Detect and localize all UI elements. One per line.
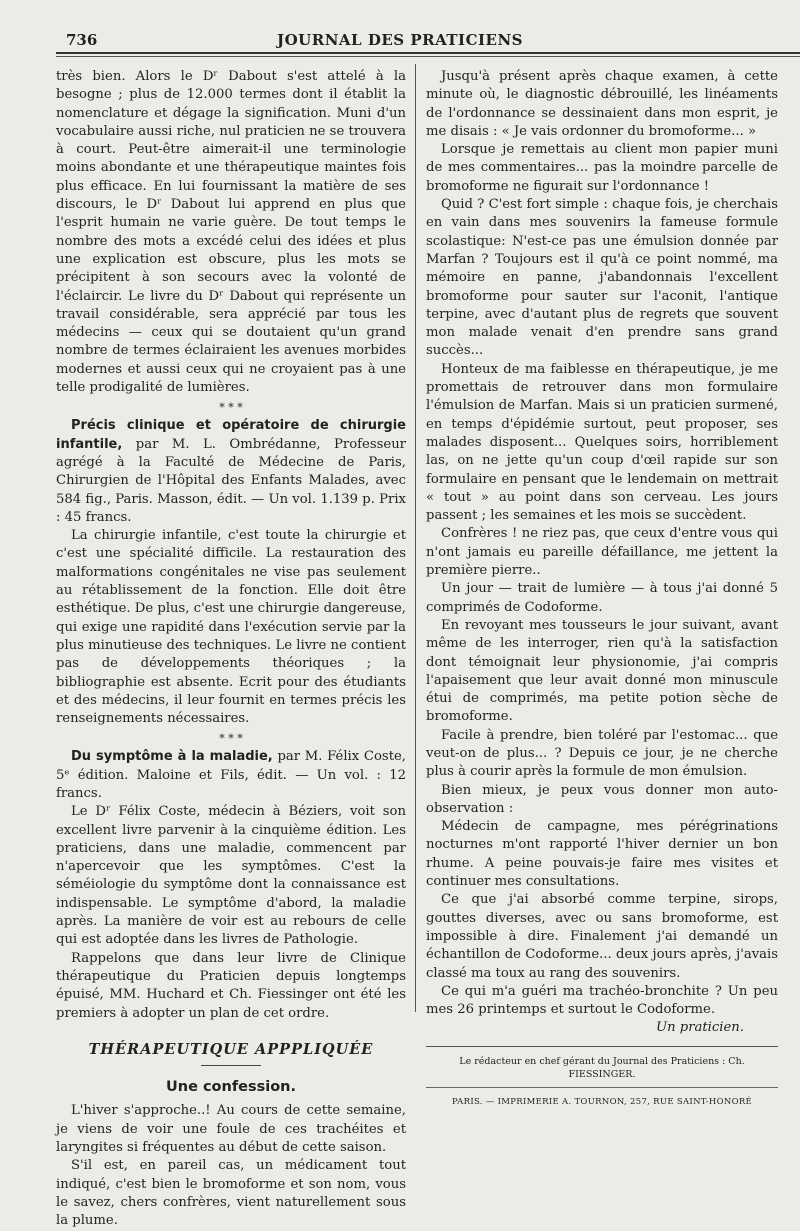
page-header xyxy=(0,26,800,52)
paragraph: S'il est, en pareil cas, un médicament tout indiqué, c'est bien le bromoforme et son nom, vous le savez, chers confrères, vient naturellement sous la plume. xyxy=(56,1158,406,1229)
book-review-heading xyxy=(56,417,406,527)
paragraph: La chirurgie infantile, c'est toute la chirurgie et c'est une spécialité difficile. La restauration des malformations congénitales ne vise pas seulement au rétablissement de la fonction. Elle doit être esthétique. De plus, c'est une chirurgie dangereuse, qui exige une rapidité dans l'exécution servie par la plus minutieuse des techniques. Le livre ne contient pas de développements théoriques ; la bibliographie est absente. Ecrit pour des étudiants et des médecins, il leur fournit en termes précis les renseignements nécessaires. xyxy=(56,528,407,727)
paragraph: Quid ? C'est fort simple : chaque fois, je cherchais en vain dans mes souvenirs la fameuse formule scolastique: N'est-ce pas une émulsion donnée par Marfan ? Toujours est il qu'à ce point nommé, ma mémoire en panne, j'abandonnais l'excellent bromoforme pour sauter sur l'aconit, l'antique terpine, avec d'autant plus de regrets que souvent mon malade venait d'en prendre sans grand succès... xyxy=(426,197,778,359)
book-review-heading xyxy=(56,748,406,803)
header-rule-thin xyxy=(56,56,800,57)
paragraph: très bien. Alors le Dʳ Dabout s'est attelé à la besogne ; plus de 12.000 termes dont il établit la nomenclature et dégage la signification. Muni d'un vocabulaire aussi riche, nul praticien ne se trouvera à court. Peut-être aimerait-il une terminologie moins abondante et une thérapeutique maintes fois plus efficace. En lui fournissant la matière de ses discours, le Dʳ Dabout lui apprend en plus que l'esprit humain ne varie guère. De tout temps le nombre des mots a excédé celui des idées et plus une explication est obscure, plus les mots se précipitent à son secours avec la volonté de l'éclaircir. Le livre du Dʳ Dabout qui représente un travail considérable, sera apprécié par tous les médecins — ceux qui se doutaient qu'un grand nombre de termes éclairaient les avenues morbides modernes et aussi ceux qui ne croyaient pas à une telle prodigalité de lumières. xyxy=(56,69,406,396)
paragraph: Lorsque je remettais au client mon papier muni de mes commentaires... pas la moindre parcelle de bromoforme ne figurait sur l'ordonnance ! xyxy=(426,142,778,194)
paragraph: Ce qui m'a guéri ma trachéo-bronchite ? Un peu mes 26 printemps et surtout le Codoforme. xyxy=(426,983,778,1018)
book-title: Du symptôme à la maladie, xyxy=(71,749,273,765)
right-column xyxy=(426,68,778,1108)
paragraph: Le Dʳ Félix Coste, médecin à Béziers, voit son excellent livre parvenir à la cinquième édition. Les praticiens, dans une maladie, commencent par n'apercevoir que les symptômes. C'est la séméiologie du symptôme dont la connaissance est indispensable. Le symptôme d'abord, la maladie après. La manière de voir est au rebours de celle qui est adoptée dans les livres de Pathologie. xyxy=(56,804,406,948)
book-title: Précis clinique et opératoire de chirurgie infantile, xyxy=(56,418,406,452)
left-column xyxy=(56,68,406,1231)
page-number: 736 xyxy=(66,31,98,49)
paragraph: Ce que j'ai absorbé comme terpine, sirops, gouttes diverses, avec ou sans bromoforme, est impossible à dire. Finalement j'ai demandé un échantillon de Codoforme... deux jours après, j'avais classé ma toux au rang des souvenirs. xyxy=(426,892,778,981)
footer-rule xyxy=(426,1046,778,1047)
column-divider xyxy=(415,64,416,1012)
header-rule xyxy=(56,52,800,54)
paragraph: L'hiver s'approche..! Au cours de cette semaine, je viens de voir une foule de ces trachéites et laryngites si fréquentes au début de cette saison. xyxy=(56,1103,406,1156)
editor-credit: Le rédacteur en chef gérant du Journal des Praticiens : Ch. FIESSINGER. xyxy=(459,1055,745,1080)
paragraph: Facile à prendre, bien toléré par l'estomac... que veut-on de plus... ? Depuis ce jour, je ne cherche plus à courir après la formule de mon émulsion. xyxy=(426,727,778,780)
paragraph: Bien mieux, je peux vous donner mon auto-observation : xyxy=(426,782,778,816)
signature: Un praticien. xyxy=(655,1020,744,1036)
footer-rule xyxy=(426,1087,778,1088)
article-title: Une confession. xyxy=(165,1079,297,1096)
paragraph: Honteux de ma faiblesse en thérapeutique, je me promettais de retrouver dans mon formulaire l'émulsion de Marfan. Mais si un praticien surmené, en temps d'épidémie surtout, peut proposer, ses malades disposent... Quelques soirs, horriblement las, on ne jette qu'un coup d'œil rapide sur son formulaire en pensant que le lendemain on mettrait « tout » au point dans son cerveau. Les jours passent ; les semaines et les mois se succèdent. xyxy=(426,361,778,524)
printer-credit: PARIS. — IMPRIMERIE A. TOURNON, 257, RUE SAINT-HONORÉ xyxy=(451,1096,753,1107)
book-reference: par M. Félix Coste, 5ᵉ édition. Maloine et Fils, édit. — Un vol. : 12 francs. xyxy=(56,749,406,801)
journal-title: JOURNAL DES PRATICIENS xyxy=(277,31,523,49)
paragraph: En revoyant mes tousseurs le jour suivant, avant même de les interroger, rien qu'à la satisfaction dont témoignait leur physionomie, j'ai compris l'apaisement que leur avait donné mon minuscule étui de comprimés, ma petite potion sèche de bromoforme. xyxy=(426,617,778,725)
section-title: THÉRAPEUTIQUE APPPLIQUÉE xyxy=(88,1040,374,1058)
asterism-separator: * * * xyxy=(219,401,243,415)
paragraph: Médecin de campagne, mes pérégrinations nocturnes m'ont rapporté l'hiver dernier un bon rhume. A peine pouvais-je faire mes visites et continuer mes consultations. xyxy=(426,819,778,890)
asterism-separator: * * * xyxy=(219,732,243,746)
paragraph: Rappelons que dans leur livre de Clinique thérapeutique du Praticien depuis longtemps épuisé, MM. Huchard et Ch. Fiessinger ont été les premiers à adopter un plan de cet ordre. xyxy=(56,950,406,1021)
paragraph: Un jour — trait de lumière — à tous j'ai donné 5 comprimés de Codoforme. xyxy=(426,581,778,615)
book-reference: par M. L. Ombrédanne, Professeur agrégé à la Faculté de Médecine de Paris, Chirurgien de l'Hôpital des Enfants Malades, avec 584 fig., Paris. Masson, édit. — Un vol. 1.139 p. Prix : 45 francs. xyxy=(56,436,406,525)
paragraph: Jusqu'à présent après chaque examen, à cette minute où, le diagnostic débrouillé, les linéaments de l'ordonnance se dessinaient dans mon esprit, je me disais : « Je vais ordonner du bromoforme... » xyxy=(426,69,778,139)
paragraph: Confrères ! ne riez pas, que ceux d'entre vous qui n'ont jamais eu pareille défaillance, me jettent la première pierre.. xyxy=(426,526,778,579)
section-rule xyxy=(201,1065,261,1066)
